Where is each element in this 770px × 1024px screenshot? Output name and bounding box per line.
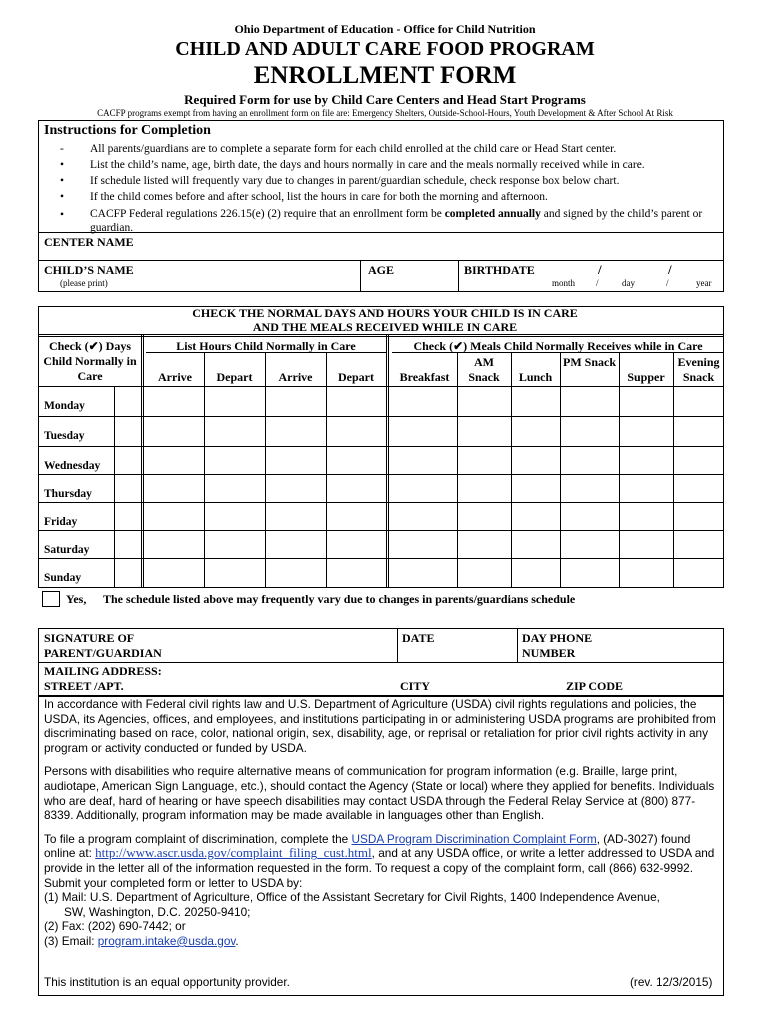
meal-cell[interactable] (619, 474, 673, 502)
meal-cell[interactable] (457, 446, 511, 474)
day-check-monday[interactable] (116, 387, 140, 415)
hours-cell[interactable] (146, 474, 204, 502)
age-label: AGE (368, 263, 395, 277)
complaint-paragraph: To file a program complaint of discrimination, complete the USDA Program Discrimination Complaint Form, (AD-3027) found online at: http://www.ascr.usda.gov/complaint_filing_cust.html, and at any USDA office, or write a letter addressed to USDA and provide in the letter all of the information requested in the form. To request a copy of the complaint form, call (866) 632-9992. Submit your completed form or letter to USDA by: (44, 831, 715, 890)
meal-cell[interactable] (457, 386, 511, 416)
meal-cell[interactable] (392, 386, 457, 416)
day-check-saturday[interactable] (116, 531, 140, 557)
meal-cell[interactable] (673, 386, 724, 416)
day-check-friday[interactable] (116, 503, 140, 529)
instruction-item: CACFP Federal regulations 226.15(e) (2) require that an enrollment form be completed annually and signed by the child’s parent or guardian. (90, 208, 703, 234)
hours-cell[interactable] (326, 502, 386, 530)
zip-label: ZIP CODE (566, 679, 624, 693)
meal-cell[interactable] (673, 530, 724, 558)
day-label-thursday: Thursday (44, 488, 92, 500)
complaint-form-link[interactable]: USDA Program Discrimination Complaint Form (351, 831, 597, 846)
meal-cell[interactable] (457, 416, 511, 446)
hours-cell[interactable] (146, 416, 204, 446)
hours-cell[interactable] (204, 530, 265, 558)
days-column-header: Check (✔) Days Child Normally in Care (43, 339, 137, 383)
schedule-title-2: AND THE MEALS RECEIVED WHILE IN CARE (252, 320, 518, 334)
day-check-sunday[interactable] (116, 559, 140, 587)
slash-note: / (666, 278, 669, 288)
day-label-wednesday: Wednesday (44, 460, 101, 472)
birthdate-field[interactable] (540, 262, 720, 278)
email-line: (3) Email: program.intake@usda.gov. (44, 933, 239, 948)
meal-cell[interactable] (457, 530, 511, 558)
meal-cell[interactable] (511, 502, 560, 530)
meal-cell[interactable] (392, 558, 457, 588)
statement-text (44, 697, 720, 949)
hours-cell[interactable] (265, 558, 326, 588)
instruction-item: List the child’s name, age, birth date, the days and hours normally in care and the meals normally received while in care. (90, 159, 645, 171)
hours-cell[interactable] (265, 386, 326, 416)
hours-cell[interactable] (326, 416, 386, 446)
meal-cell[interactable] (673, 502, 724, 530)
exempt-note: CACFP programs exempt from having an enrollment form on file are: Emergency Shelters, Outside-School-Hours, Youth Development & After School At Risk (97, 108, 673, 118)
vary-checkbox[interactable] (42, 591, 60, 607)
meal-subheader: Lunch (518, 370, 553, 384)
meal-cell[interactable] (619, 386, 673, 416)
meal-cell[interactable] (673, 446, 724, 474)
meal-cell[interactable] (673, 474, 724, 502)
instruction-item: If the child comes before and after school, list the hours in care for both the morning and afternoon. (90, 191, 548, 203)
meal-cell[interactable] (511, 446, 560, 474)
meal-subheader: Evening Snack (677, 355, 720, 384)
meal-subheader: Supper (627, 370, 665, 384)
hours-cell[interactable] (326, 474, 386, 502)
meal-cell[interactable] (619, 416, 673, 446)
hours-subheader: Arrive (278, 370, 313, 384)
meal-cell[interactable] (392, 530, 457, 558)
hours-cell[interactable] (326, 558, 386, 588)
meal-cell[interactable] (560, 474, 619, 502)
hours-cell[interactable] (146, 502, 204, 530)
mail-line-2: SW, Washington, D.C. 20250-9410; (64, 904, 251, 919)
meal-cell[interactable] (560, 446, 619, 474)
bullet: • (60, 175, 65, 187)
hours-cell[interactable] (265, 530, 326, 558)
day-check-tuesday[interactable] (116, 417, 140, 445)
schedule-title-1: CHECK THE NORMAL DAYS AND HOURS YOUR CHILD IS IN CARE (192, 306, 578, 320)
hours-cell[interactable] (146, 530, 204, 558)
form-subtitle: Required Form for use by Child Care Centers and Head Start Programs (184, 92, 586, 107)
fax-line: (2) Fax: (202) 690-7442; or (44, 919, 186, 934)
email-link[interactable]: program.intake@usda.gov (97, 933, 236, 948)
hours-cell[interactable] (204, 502, 265, 530)
year-note: year (696, 278, 712, 288)
day-label-saturday: Saturday (44, 544, 90, 556)
mailing-address-label: MAILING ADDRESS: (44, 664, 162, 678)
age-field[interactable] (400, 262, 454, 288)
meal-cell[interactable] (457, 474, 511, 502)
hours-cell[interactable] (265, 474, 326, 502)
center-name-label: CENTER NAME (44, 235, 134, 249)
hours-cell[interactable] (146, 558, 204, 588)
meal-cell[interactable] (511, 474, 560, 502)
date-field[interactable] (440, 632, 512, 660)
hours-cell[interactable] (146, 386, 204, 416)
hours-cell[interactable] (326, 386, 386, 416)
day-label-tuesday: Tuesday (44, 430, 85, 442)
hours-cell[interactable] (265, 502, 326, 530)
disabilities-paragraph: Persons with disabilities who require alternative means of communication for program information (e.g. Braille, large print, audiotape, American Sign Language, etc.), should contact the Agency (State or local) where they applied for benefits. Individuals who are deaf, hard of hearing or have speech disabilities may contact USDA through the Federal Relay Service at (800) 877-8339. Additionally, program information may be made available in languages other than English. (44, 764, 715, 823)
day-check-thursday[interactable] (116, 475, 140, 501)
day-phone-label: DAY PHONE NUMBER (522, 631, 593, 660)
meal-cell[interactable] (511, 416, 560, 446)
hours-subheader: Depart (338, 370, 374, 384)
bullet: • (60, 191, 65, 203)
center-name-field[interactable] (150, 234, 710, 254)
meals-column-header: Check (✔) Meals Child Normally Receives while in Care (413, 339, 703, 353)
bullet: - (60, 143, 64, 155)
meal-cell[interactable] (560, 530, 619, 558)
meal-cell[interactable] (619, 446, 673, 474)
meal-cell[interactable] (392, 446, 457, 474)
hours-cell[interactable] (265, 416, 326, 446)
meal-cell[interactable] (392, 474, 457, 502)
vary-statement: The schedule listed above may frequently vary due to changes in parents/guardians schedule (103, 592, 576, 606)
hours-cell[interactable] (204, 474, 265, 502)
agency-name: Ohio Department of Education - Office for Child Nutrition (234, 22, 536, 36)
birthdate-label: BIRTHDATE (464, 263, 535, 277)
mail-line: (1) Mail: U.S. Department of Agriculture, Office of the Assistant Secretary for Civil Rights, 1400 Independence Avenue, (44, 890, 660, 905)
meal-cell[interactable] (392, 502, 457, 530)
meal-cell[interactable] (392, 416, 457, 446)
vary-yes-label: Yes, (66, 592, 87, 606)
childs-name-label: CHILD’S NAME (44, 263, 134, 277)
meal-cell[interactable] (511, 558, 560, 588)
instructions-list (60, 141, 720, 235)
complaint-url-link[interactable]: http://www.ascr.usda.gov/complaint_filing_cust.html (95, 845, 372, 861)
birthdate-slash: / (598, 262, 602, 277)
program-title: CHILD AND ADULT CARE FOOD PROGRAM (175, 38, 595, 60)
instruction-item: If schedule listed will frequently vary due to changes in parent/guardian schedule, check response box below chart. (90, 175, 620, 187)
civil-rights-paragraph: In accordance with Federal civil rights law and U.S. Department of Agriculture (USDA) civil rights regulations and policies, the USDA, its Agencies, offices, and employees, and institutions participating in or administering USDA programs are prohibited from discriminating based on race, color, national origin, sex, disability, age, or reprisal or retaliation for prior civil rights activity in any program or activity conducted or funded by USDA. (44, 697, 716, 755)
instruction-item: All parents/guardians are to complete a separate form for each child enrolled at the child care or Head Start center. (90, 143, 617, 155)
date-label: DATE (402, 631, 435, 645)
meal-cell[interactable] (457, 502, 511, 530)
street-label: STREET /APT. (44, 679, 124, 693)
instructions-heading: Instructions for Completion (44, 123, 211, 138)
childs-name-field[interactable] (140, 262, 355, 288)
hours-subheader: Depart (216, 370, 253, 384)
city-label: CITY (400, 679, 431, 693)
revision-date: (rev. 12/3/2015) (630, 975, 713, 989)
meal-cell[interactable] (619, 558, 673, 588)
meal-cell[interactable] (560, 502, 619, 530)
meal-cell[interactable] (560, 416, 619, 446)
signature-label: SIGNATURE OF PARENT/GUARDIAN (44, 631, 162, 660)
meal-cell[interactable] (511, 386, 560, 416)
mailing-address-field[interactable] (160, 664, 720, 678)
meal-cell[interactable] (560, 386, 619, 416)
signature-field[interactable] (160, 632, 392, 660)
hours-cell[interactable] (326, 446, 386, 474)
meal-cell[interactable] (619, 502, 673, 530)
bullet: • (60, 159, 65, 171)
meal-subheader: PM Snack (562, 355, 616, 369)
meal-subheader: AM Snack (468, 355, 500, 384)
month-note: month (552, 278, 576, 288)
equal-opportunity: This institution is an equal opportunity provider. (44, 975, 290, 989)
meal-cell[interactable] (673, 416, 724, 446)
day-label-friday: Friday (44, 516, 78, 528)
meal-subheader: Breakfast (399, 370, 450, 384)
please-print-note: (please print) (60, 278, 108, 288)
day-note: day (622, 278, 635, 288)
meal-cell[interactable] (560, 558, 619, 588)
form-title: ENROLLMENT FORM (253, 62, 517, 89)
bullet: • (60, 209, 65, 221)
meal-cell[interactable] (511, 530, 560, 558)
meal-cell[interactable] (457, 558, 511, 588)
day-label-sunday: Sunday (44, 572, 82, 584)
hours-cell[interactable] (326, 530, 386, 558)
hours-cell[interactable] (204, 386, 265, 416)
hours-cell[interactable] (204, 416, 265, 446)
hours-cell[interactable] (146, 446, 204, 474)
meal-cell[interactable] (673, 558, 724, 588)
day-phone-field[interactable] (600, 632, 720, 660)
meal-cell[interactable] (619, 530, 673, 558)
hours-column-header: List Hours Child Normally in Care (176, 339, 356, 353)
day-label-monday: Monday (44, 400, 85, 412)
hours-cell[interactable] (204, 446, 265, 474)
hours-cell[interactable] (265, 446, 326, 474)
birthdate-slash: / (668, 262, 672, 277)
hours-cell[interactable] (204, 558, 265, 588)
day-check-wednesday[interactable] (116, 447, 140, 473)
hours-subheader: Arrive (158, 370, 192, 384)
slash-note: / (596, 278, 599, 288)
